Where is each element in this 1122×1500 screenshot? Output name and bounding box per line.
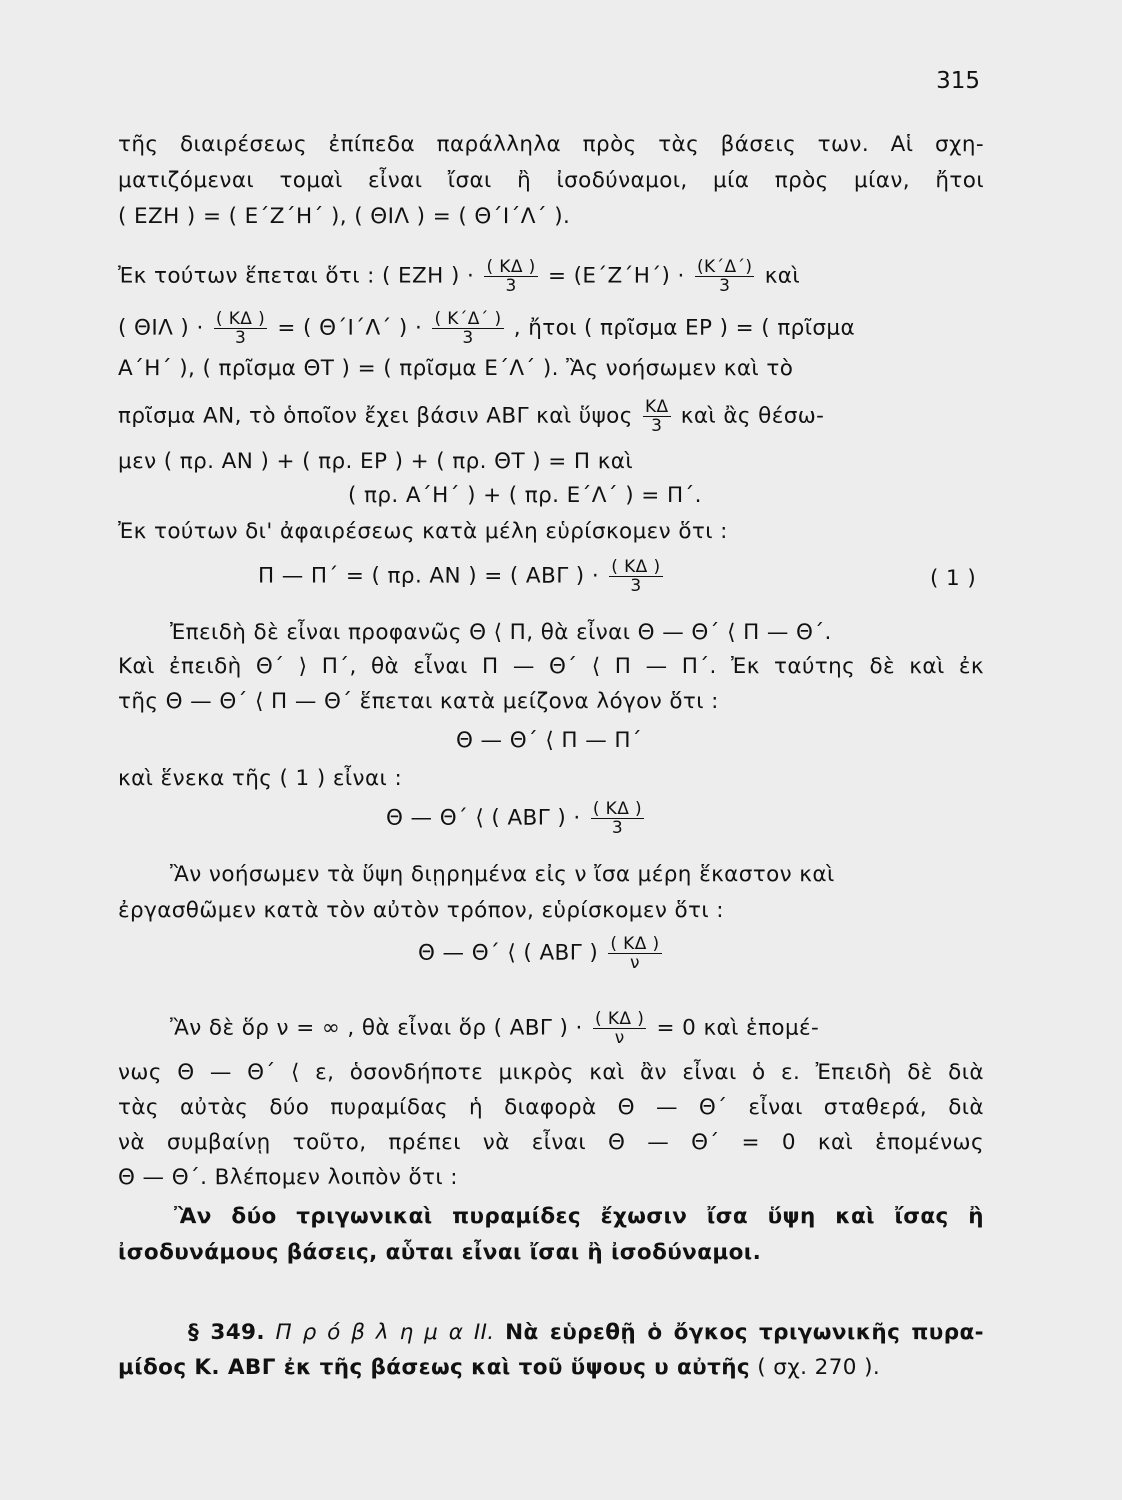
text-line: Ἐκ τούτων δι' ἀφαιρέσεως κατὰ μέλη εὑρίσκομεν ὅτι : xyxy=(118,519,728,544)
equation-1 xyxy=(258,558,666,595)
text-fragment: Ἂν δὲ ὅρ ν = ∞ , θὰ εἶναι ὅρ ( ΑΒΓ ) · xyxy=(170,1015,583,1041)
text-line: μεν ( πρ. ΑΝ ) + ( πρ. ΕΡ ) + ( πρ. ΘΤ ) = Π καὶ xyxy=(118,449,634,474)
text-fragment: Θ — Θ΄ ⟨ ( ΑΒΓ ) xyxy=(418,940,599,966)
equation-line xyxy=(118,398,984,435)
numerator: ( Κ΄Δ΄ ) xyxy=(434,309,502,329)
denominator: 3 xyxy=(462,328,474,348)
denominator: 3 xyxy=(630,576,642,596)
text-line: τὰς αὐτὰς δύο πυραμίδας ἡ διαφορὰ Θ — Θ΄ εἶναι σταθερά, διὰ xyxy=(118,1095,984,1120)
section-heading xyxy=(118,1353,984,1383)
text-fragment: καὶ xyxy=(764,263,801,289)
text-fragment: = (Ε΄Ζ΄Η΄) · xyxy=(547,263,685,289)
fraction xyxy=(484,258,537,295)
denominator: 3 xyxy=(611,818,624,838)
text-fragment: καὶ ἂς θέσω- xyxy=(680,403,825,429)
denominator: 3 xyxy=(234,328,247,348)
text-line: τῆς διαιρέσεως ἐπίπεδα παράλληλα πρὸς τὰς βάσεις των. Αἱ σχη- xyxy=(118,132,984,157)
text-line: Α΄Η΄ ), ( πρῖσμα ΘΤ ) = ( πρῖσμα Ε΄Λ΄ ). Ἂς νοήσωμεν καὶ τὸ xyxy=(118,356,794,381)
problem-label: Π ρ ό β λ η μ α ΙΙ. xyxy=(275,1320,495,1345)
denominator: 3 xyxy=(651,416,663,436)
numerator: ( ΚΔ ) xyxy=(215,309,266,329)
numerator: (Κ΄Δ΄) xyxy=(697,257,753,277)
text-fragment: Π — Π΄ = ( πρ. ΑΝ ) = ( ΑΒΓ ) · xyxy=(258,563,600,589)
section-heading xyxy=(188,1318,984,1348)
problem-statement: μίδος Κ. ΑΒΓ ἐκ τῆς βάσεως καὶ τοῦ ὕψους υ αὐτῆς xyxy=(118,1355,751,1380)
denominator: ν xyxy=(630,953,640,973)
equation-number: ( 1 ) xyxy=(930,566,977,591)
text-fragment: ( ΘΙΛ ) · xyxy=(118,315,204,341)
text-line: ματιζόμεναι τομαὶ εἶναι ἴσαι ἢ ἰσοδύναμοι, μία πρὸς μίαν, ἤτοι xyxy=(118,168,984,193)
denominator: ν xyxy=(614,1028,625,1048)
text-fragment: Θ — Θ΄ ⟨ ( ΑΒΓ ) · xyxy=(386,805,581,831)
denominator: 3 xyxy=(719,276,731,296)
fraction xyxy=(214,310,267,347)
numerator: ( ΚΔ ) xyxy=(611,557,661,577)
text-line: Ἐπειδὴ δὲ εἶναι προφανῶς Θ ⟨ Π, θὰ εἶναι Θ — Θ΄ ⟨ Π — Θ΄. xyxy=(170,620,832,645)
page-number: 315 xyxy=(936,68,980,94)
equation-3 xyxy=(386,800,647,837)
text-fragment: Ἐκ τούτων ἕπεται ὅτι : ( ΕΖΗ ) · xyxy=(118,263,475,289)
problem-statement: Νὰ εὑρεθῇ ὁ ὄγκος τριγωνικῆς πυρα- xyxy=(505,1320,985,1345)
numerator: ( ΚΔ ) xyxy=(486,257,536,277)
fraction xyxy=(695,258,754,295)
section-number: § 349. xyxy=(188,1320,265,1345)
equation-4 xyxy=(418,935,665,972)
equation-line xyxy=(118,258,984,295)
text-line: νὰ συμβαίνῃ τοῦτο, πρέπει νὰ εἶναι Θ — Θ΄ = 0 καὶ ἑπομένως xyxy=(118,1130,984,1155)
text-fragment: = ( Θ΄Ι΄Λ΄ ) · xyxy=(277,315,423,341)
text-fragment: , ἤτοι ( πρῖσμα ΕΡ ) = ( πρῖσμα xyxy=(513,315,856,341)
equation-line xyxy=(170,1010,984,1047)
text-fragment: = 0 καὶ ἑπομέ- xyxy=(656,1015,820,1041)
equation-2: Θ — Θ΄ ⟨ Π — Π΄ xyxy=(456,728,643,753)
text-line: τῆς Θ — Θ΄ ⟨ Π — Θ΄ ἕπεται κατὰ μείζονα λόγον ὅτι : xyxy=(118,689,719,714)
fraction xyxy=(609,558,662,595)
numerator: ( ΚΔ ) xyxy=(592,799,643,819)
fraction xyxy=(608,935,661,972)
text-line: νως Θ — Θ΄ ⟨ ε, ὁσονδήποτε μικρὸς καὶ ἂν εἶναι ὁ ε. Ἐπειδὴ δὲ διὰ xyxy=(118,1060,984,1085)
denominator: 3 xyxy=(505,276,517,296)
numerator: ΚΔ xyxy=(644,397,669,417)
text-line: Θ — Θ΄. Βλέπομεν λοιπὸν ὅτι : xyxy=(118,1165,458,1190)
numerator: ( ΚΔ ) xyxy=(610,934,660,954)
figure-reference: ( σχ. 270 ). xyxy=(757,1355,881,1380)
fraction xyxy=(593,1010,646,1047)
text-line: Ἂν νοήσωμεν τὰ ὕψη διῃρημένα εἰς ν ἴσα μέρη ἕκαστον καὶ xyxy=(170,862,835,887)
theorem-line: ἰσοδυνάμους βάσεις, αὗται εἶναι ἴσαι ἢ ἰσοδύναμοι. xyxy=(118,1240,762,1265)
text-line: καὶ ἕνεκα τῆς ( 1 ) εἶναι : xyxy=(118,766,403,791)
fraction xyxy=(432,310,503,347)
text-line: ἐργασθῶμεν κατὰ τὸν αὐτὸν τρόπον, εὑρίσκομεν ὅτι : xyxy=(118,898,724,923)
text-line: Καὶ ἐπειδὴ Θ΄ ⟩ Π΄, θὰ εἶναι Π — Θ΄ ⟨ Π — Π΄. Ἐκ ταύτης δὲ καὶ ἐκ xyxy=(118,654,984,679)
numerator: ( ΚΔ ) xyxy=(595,1009,645,1029)
text-line: ( ΕΖΗ ) = ( Ε΄Ζ΄Η΄ ), ( ΘΙΛ ) = ( Θ΄Ι΄Λ΄ ). xyxy=(118,204,571,229)
fraction xyxy=(643,398,671,435)
fraction xyxy=(591,800,644,837)
theorem-line: Ἂν δύο τριγωνικαὶ πυραμίδες ἔχωσιν ἴσα ὕψη καὶ ἴσας ἢ xyxy=(174,1204,984,1229)
equation-line xyxy=(118,310,984,347)
text-fragment: πρῖσμα ΑΝ, τὸ ὁποῖον ἔχει βάσιν ΑΒΓ καὶ ὕψος xyxy=(118,403,633,429)
text-line: ( πρ. Α΄Η΄ ) + ( πρ. Ε΄Λ΄ ) = Π΄. xyxy=(348,483,702,508)
